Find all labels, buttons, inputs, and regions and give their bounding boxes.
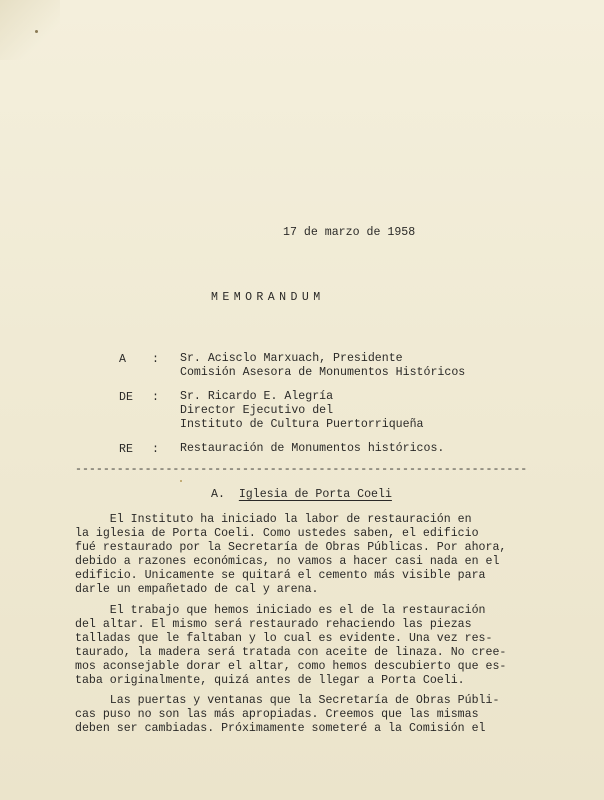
paragraph-1-line-5: edificio. Unicamente se quitará el cemento más visible para <box>75 569 486 582</box>
header-colon: : <box>152 443 159 456</box>
paper-speck <box>180 480 182 482</box>
paragraph-1-line-3: fué restaurado por la Secretaría de Obras Públicas. Por ahora, <box>75 541 507 554</box>
header-re-line-1: Restauración de Monumentos históricos. <box>180 442 445 455</box>
header-from-line-1: Sr. Ricardo E. Alegría <box>180 390 334 403</box>
header-label-re: RE <box>119 443 133 456</box>
header-colon: : <box>152 391 159 404</box>
header-to-line-2: Comisión Asesora de Monumentos Históricos <box>180 366 466 379</box>
separator-rule: ----------------------------------------------------------------- <box>75 463 528 476</box>
header-colon: : <box>152 353 159 366</box>
paragraph-1-line-2: la iglesia de Porta Coeli. Como ustedes saben, el edificio <box>75 527 479 540</box>
paragraph-1-line-6: darle un empañetado de cal y arena. <box>75 583 319 596</box>
section-heading <box>211 487 392 502</box>
section-marker: A. <box>211 488 225 501</box>
section-title: Iglesia de Porta Coeli <box>238 488 392 501</box>
paragraph-3-line-1: Las puertas y ventanas que la Secretaría de Obras Públi- <box>75 694 500 707</box>
paragraph-2-line-2: del altar. El mismo será restaurado rehaciendo las piezas <box>75 618 472 631</box>
header-to-line-1: Sr. Acisclo Marxuach, Presidente <box>180 352 403 365</box>
paragraph-1-line-1: El Instituto ha iniciado la labor de restauración en <box>75 513 472 526</box>
memo-date: 17 de marzo de 1958 <box>283 226 416 239</box>
paragraph-3-line-3: deben ser cambiadas. Próximamente someteré a la Comisión el <box>75 722 486 735</box>
paragraph-2-line-3: talladas que le faltaban y lo cual es evidente. Una vez res- <box>75 632 493 645</box>
header-from-line-3: Instituto de Cultura Puertorriqueña <box>180 418 424 431</box>
paragraph-2-line-1: El trabajo que hemos iniciado es el de la restauración <box>75 604 486 617</box>
paragraph-2-line-6: taba originalmente, quizá antes de llegar a Porta Coeli. <box>75 674 465 687</box>
memo-title: MEMORANDUM <box>211 291 325 304</box>
paragraph-2-line-4: taurado, la madera será tratada con aceite de linaza. No cree- <box>75 646 507 659</box>
paragraph-3-line-2: cas puso no son las más apropiadas. Creemos que las mismas <box>75 708 479 721</box>
header-from-line-2: Director Ejecutivo del <box>180 404 334 417</box>
header-label-from: DE <box>119 391 133 404</box>
header-label-to: A <box>119 353 126 366</box>
paragraph-2-line-5: mos aconsejable dorar el altar, como hemos descubierto que es- <box>75 660 507 673</box>
paragraph-1-line-4: debido a razones económicas, no vamos a hacer casi nada en el <box>75 555 500 568</box>
paper-fold-shading <box>0 0 60 60</box>
paper-speck <box>35 30 38 33</box>
